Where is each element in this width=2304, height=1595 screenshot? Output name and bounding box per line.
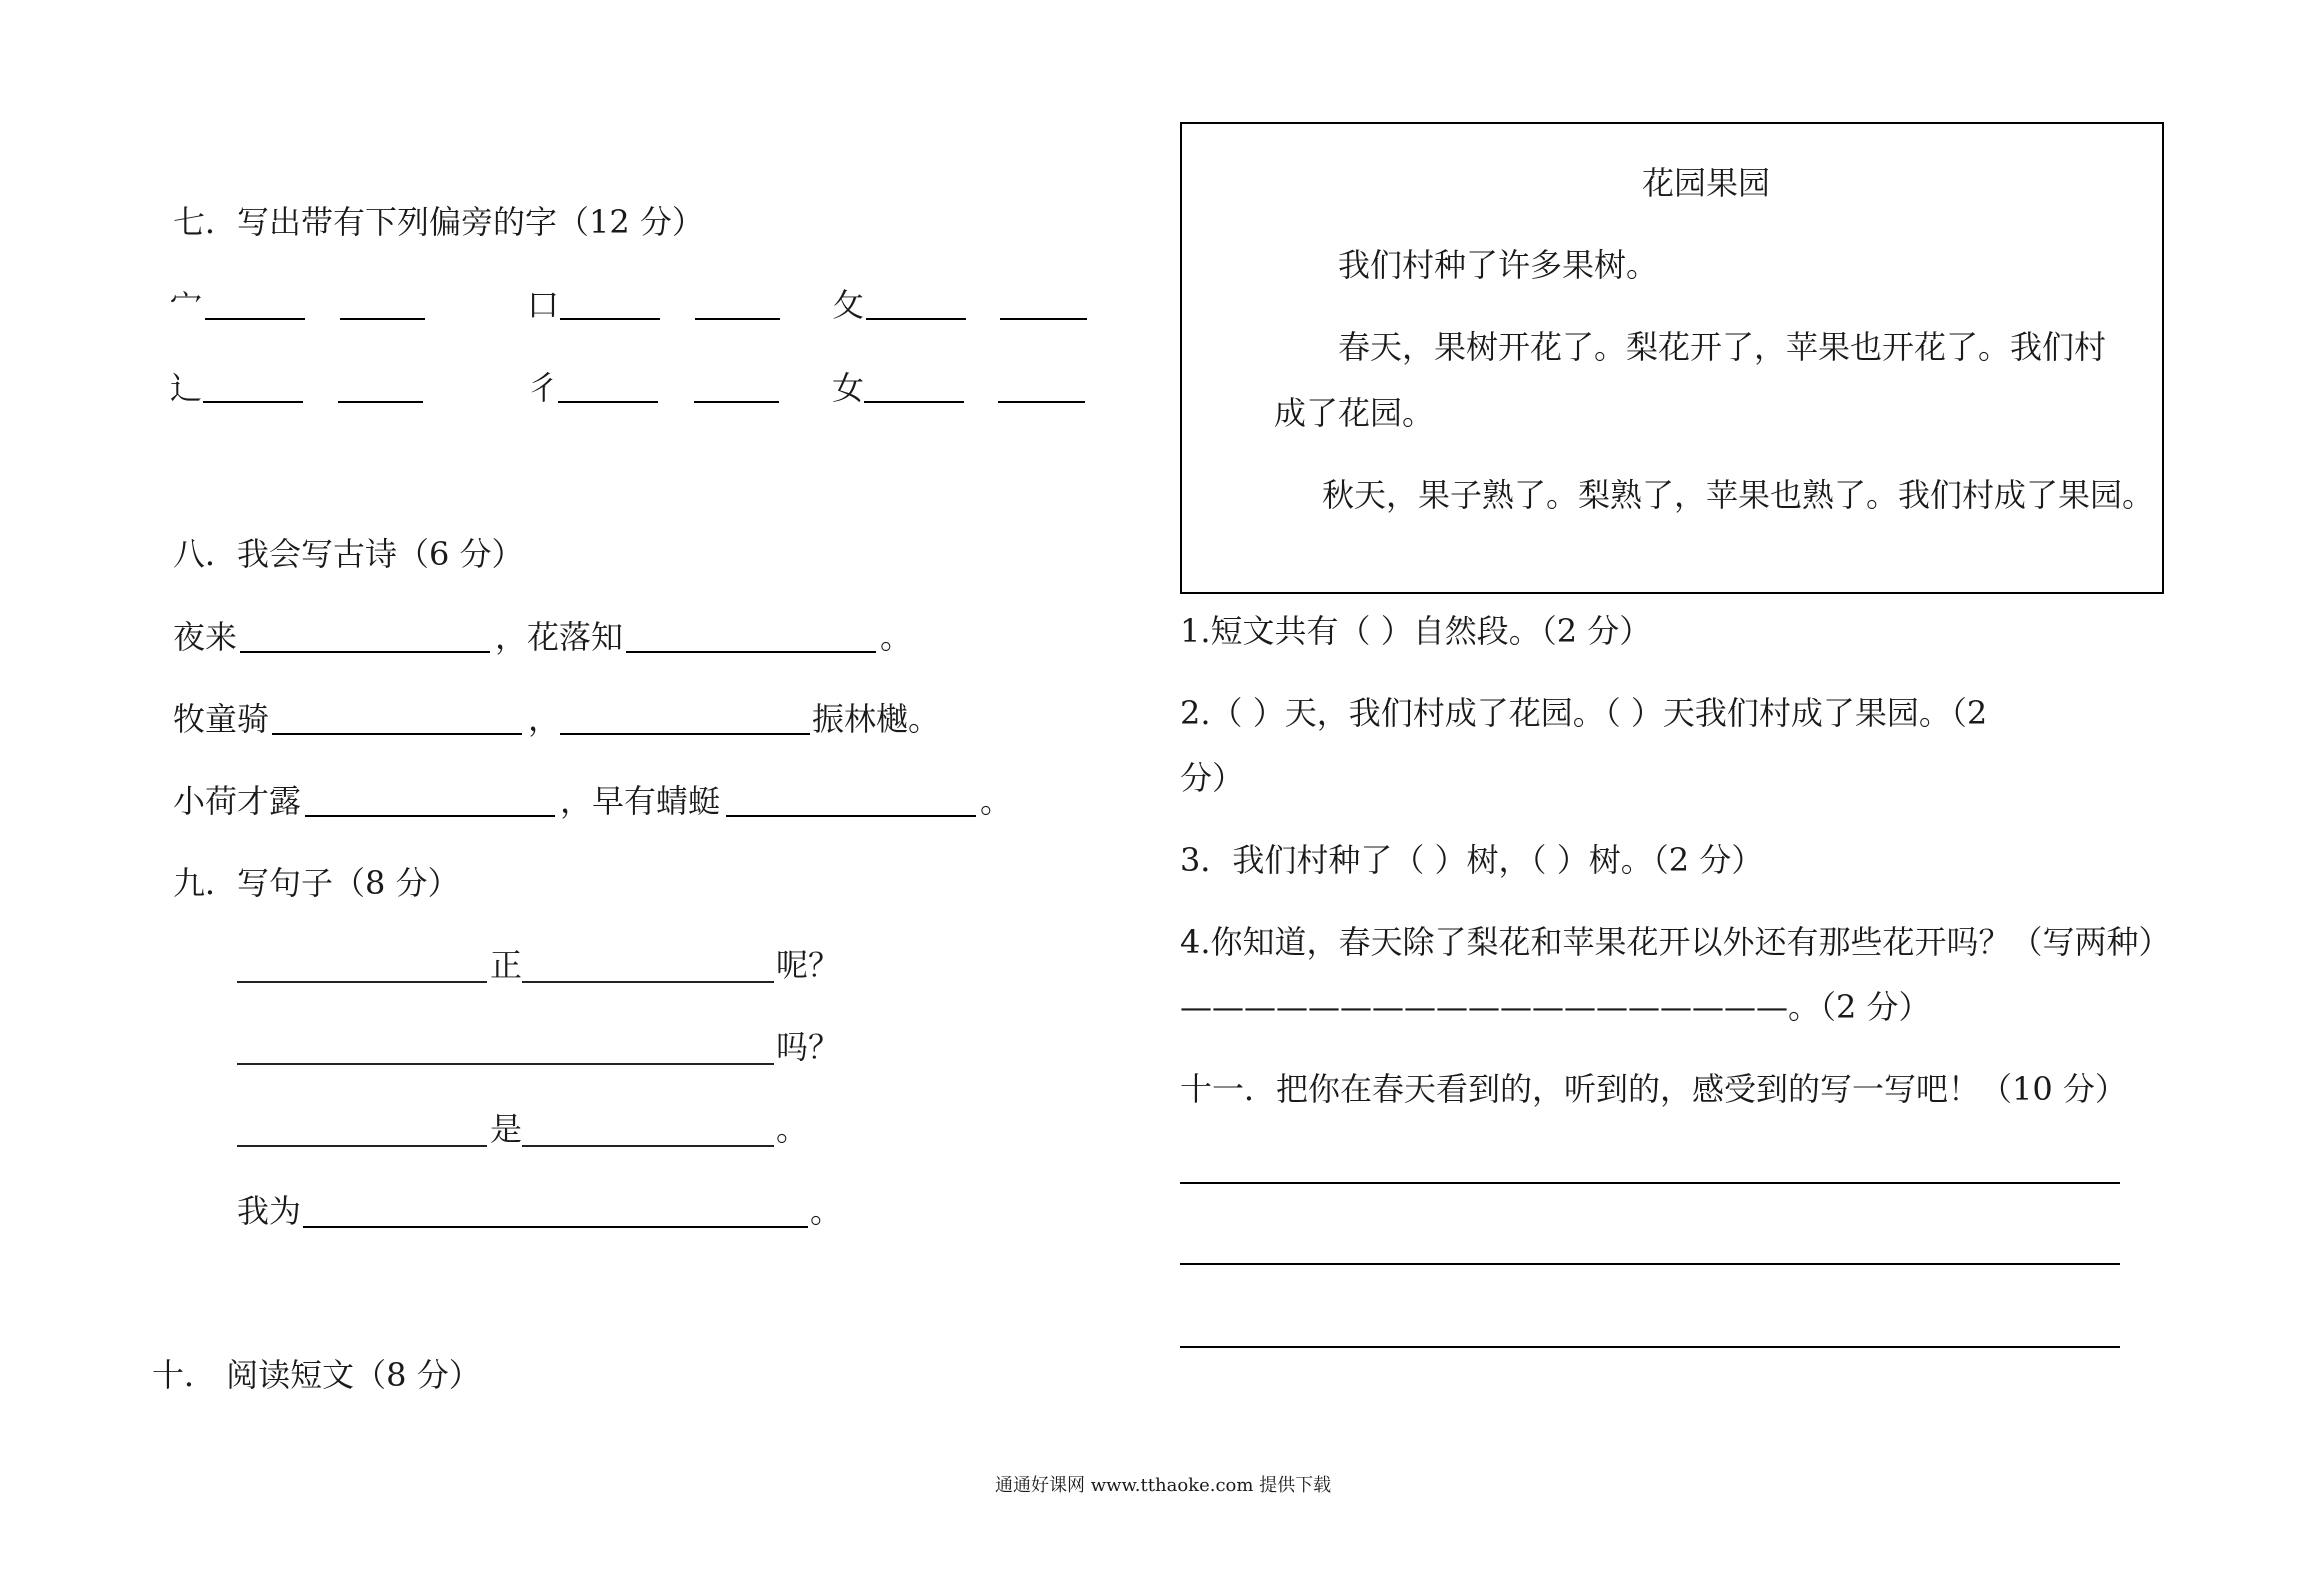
sentence-word: 吗？	[776, 1028, 841, 1066]
writing-line[interactable]	[1180, 1182, 2120, 1184]
sentence-word: 我为	[237, 1192, 302, 1230]
answer-blank[interactable]	[338, 401, 423, 403]
answer-blank[interactable]	[866, 318, 966, 320]
sentence-blank[interactable]	[303, 1226, 808, 1228]
passage-paragraph: 我们村种了许多果树。	[1338, 246, 1659, 284]
poem-blank[interactable]	[240, 651, 490, 653]
passage-paragraph: 春天，果树开花了。梨花开了，苹果也开花了。我们村	[1338, 328, 2107, 366]
sentence-word: 。	[776, 1110, 809, 1148]
poem-blank[interactable]	[305, 815, 555, 817]
sentence-blank[interactable]	[522, 1145, 774, 1147]
answer-blank[interactable]	[340, 318, 425, 320]
sentence-blank[interactable]	[237, 981, 487, 983]
poem-text: ，早有蜻蜓	[560, 782, 721, 820]
poem-text: ，	[528, 700, 561, 738]
poem-text: 。	[880, 618, 913, 656]
answer-blank[interactable]	[560, 318, 660, 320]
reading-question: 4.你知道，春天除了梨花和苹果花开以外还有那些花开吗？（写两种）	[1180, 923, 2171, 961]
writing-line[interactable]	[1180, 1346, 2120, 1348]
q11-title: 十一．把你在春天看到的，听到的，感受到的写一写吧！（10 分）	[1180, 1070, 2127, 1108]
poem-blank[interactable]	[272, 733, 522, 735]
poem-text: 。	[980, 782, 1013, 820]
q9-title: 九．写句子（8 分）	[173, 864, 460, 902]
answer-blank[interactable]	[1000, 318, 1087, 320]
radical-label: 攵	[832, 286, 865, 324]
passage-paragraph: 秋天，果子熟了。梨熟了，苹果也熟了。我们村成了果园。	[1322, 476, 2155, 514]
sentence-word: 正	[490, 946, 523, 984]
poem-text: 夜来	[173, 618, 238, 656]
poem-text: 振林樾。	[812, 700, 941, 738]
reading-question: 3．我们村种了（ ）树，（ ）树。（2 分）	[1180, 841, 1764, 879]
reading-question: ———————————————————。（2 分）	[1180, 988, 1931, 1026]
poem-text: ，花落知	[495, 618, 624, 656]
poem-blank[interactable]	[560, 733, 810, 735]
reading-question: 1.短文共有（ ）自然段。（2 分）	[1180, 612, 1652, 650]
poem-blank[interactable]	[726, 815, 976, 817]
radical-label: 宀	[170, 286, 203, 324]
answer-blank[interactable]	[694, 401, 779, 403]
answer-blank[interactable]	[205, 318, 305, 320]
q10-title: 十． 阅读短文（8 分）	[152, 1356, 481, 1394]
sentence-word: 呢？	[776, 946, 841, 984]
passage-title: 花园果园	[1642, 164, 1771, 202]
sentence-blank[interactable]	[237, 1145, 487, 1147]
sentence-word: 是	[490, 1110, 523, 1148]
q8-title: 八．我会写古诗（6 分）	[173, 535, 524, 573]
radical-label: 女	[832, 369, 865, 407]
reading-question: 2.（ ）天，我们村成了花园。（ ）天我们村成了果园。（2	[1180, 694, 1988, 732]
poem-text: 牧童骑	[173, 700, 270, 738]
answer-blank[interactable]	[558, 401, 658, 403]
poem-text: 小荷才露	[173, 782, 302, 820]
answer-blank[interactable]	[864, 401, 964, 403]
passage-paragraph: 成了花园。	[1274, 394, 1435, 432]
footer-source-text: 通通好课网 www.tthaoke.com 提供下载	[995, 1475, 1332, 1496]
radical-label: 口	[527, 286, 560, 324]
sentence-word: 。	[810, 1192, 843, 1230]
sentence-blank[interactable]	[237, 1063, 774, 1065]
radical-label: 彳	[527, 369, 560, 407]
answer-blank[interactable]	[695, 318, 780, 320]
reading-question: 分）	[1180, 759, 1245, 797]
writing-line[interactable]	[1180, 1263, 2120, 1265]
radical-label: 辶	[170, 369, 203, 407]
q7-title: 七．写出带有下列偏旁的字（12 分）	[173, 203, 704, 241]
answer-blank[interactable]	[998, 401, 1085, 403]
poem-blank[interactable]	[626, 651, 876, 653]
sentence-blank[interactable]	[522, 981, 774, 983]
answer-blank[interactable]	[203, 401, 303, 403]
